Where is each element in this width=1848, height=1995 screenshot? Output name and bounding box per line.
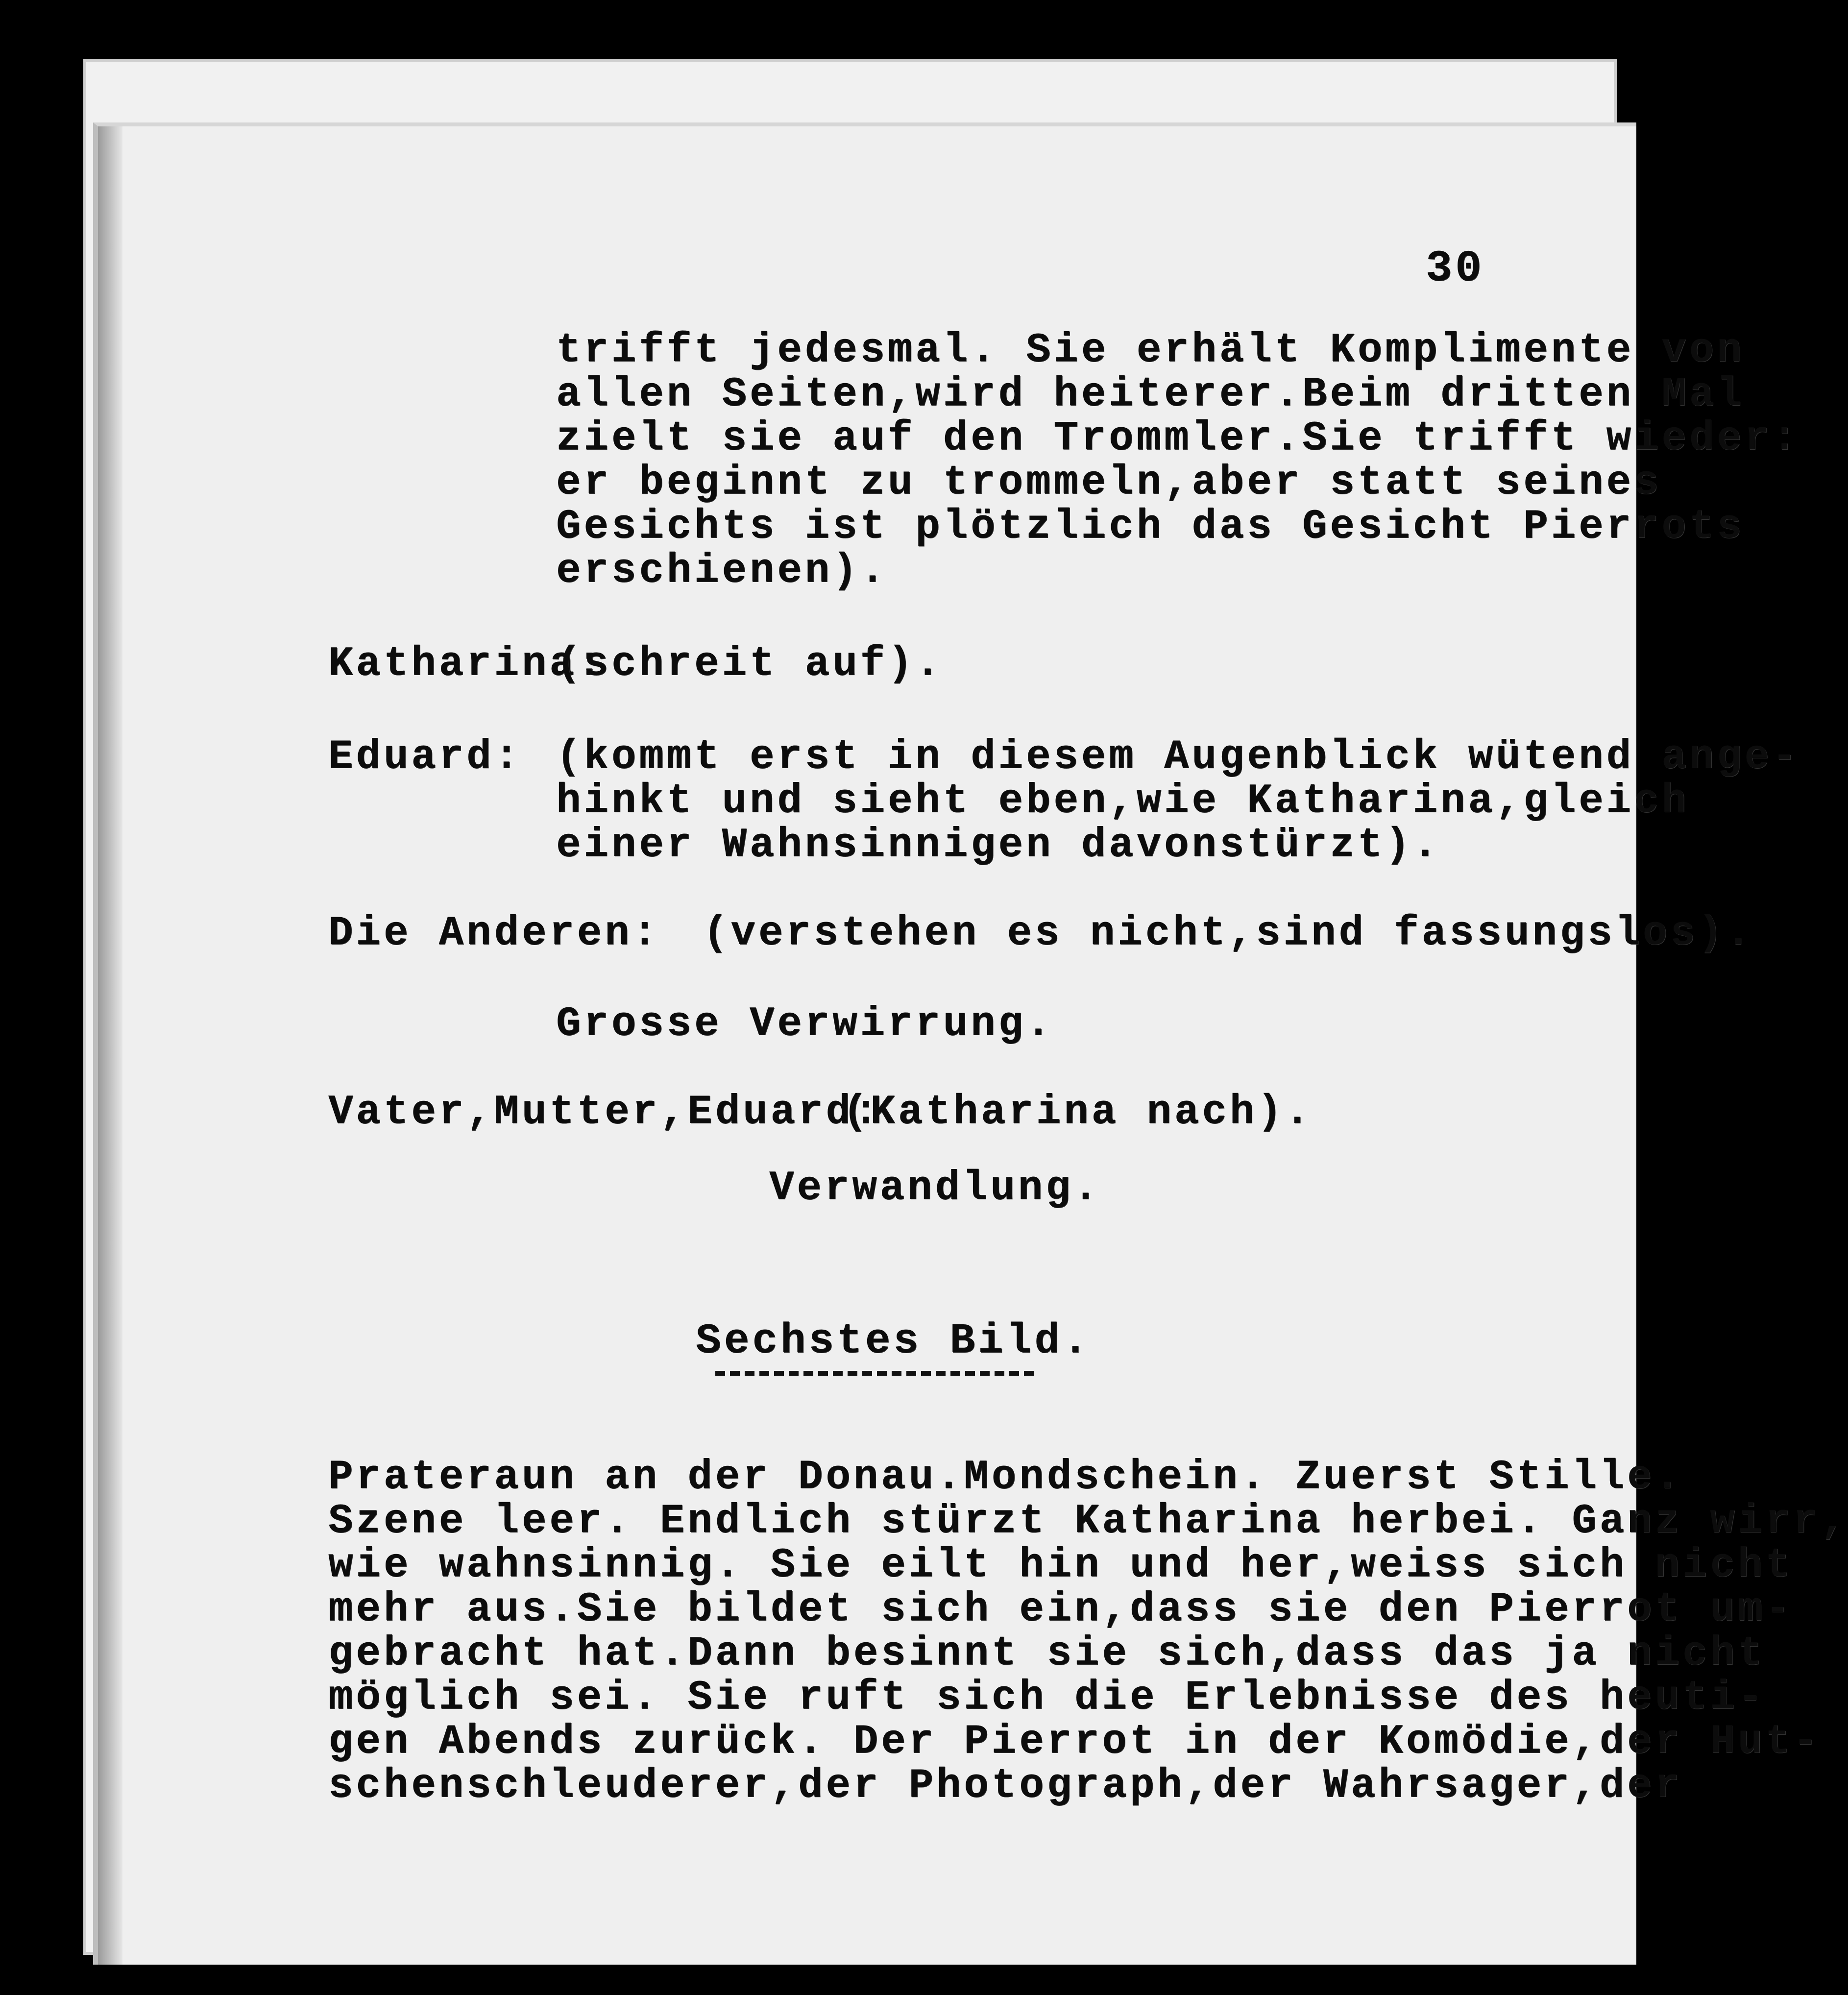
dialogue-line: (Katharina nach). xyxy=(843,1089,1313,1136)
dialogue-line: (schreit auf). xyxy=(556,641,943,687)
transformation-note: Verwandlung. xyxy=(769,1165,1101,1212)
description-line: möglich sei. Sie ruft sich die Erlebnisse des heuti- xyxy=(328,1675,1766,1721)
dialogue-line: (verstehen es nicht,sind fassungslos). xyxy=(703,910,1753,957)
description-line: Prateraun an der Donau.Mondschein. Zuerst Stille. xyxy=(328,1454,1683,1501)
paragraph-line: zielt sie auf den Trommler.Sie trifft wieder: xyxy=(556,415,1800,462)
description-line: wie wahnsinnig. Sie eilt hin und her,weiss sich nicht xyxy=(328,1542,1793,1589)
binding-edge xyxy=(98,126,122,1965)
speaker-katharina: Katharina: xyxy=(328,641,605,687)
dialogue-line: hinkt und sieht eben,wie Katharina,gleich xyxy=(556,778,1689,825)
dialogue-line: (kommt erst in diesem Augenblick wütend ange- xyxy=(556,734,1800,780)
description-line: gebracht hat.Dann besinnt sie sich,dass das ja nicht xyxy=(328,1630,1766,1677)
page-number: 30 xyxy=(1426,244,1485,294)
stage-direction: Grosse Verwirrung. xyxy=(556,1001,1054,1047)
paragraph-line: er beginnt zu trommeln,aber statt seines xyxy=(556,460,1662,506)
paragraph-line: trifft jedesmal. Sie erhält Komplimente von xyxy=(556,327,1745,374)
speaker-parents-eduard: Vater,Mutter,Eduard: xyxy=(328,1089,881,1136)
speaker-eduard: Eduard: xyxy=(328,734,522,780)
description-line: Szene leer. Endlich stürzt Katharina herbei. Ganz wirr, xyxy=(328,1498,1848,1545)
typescript-page xyxy=(93,122,1848,1965)
scene-heading: Sechstes Bild. xyxy=(696,1317,1091,1365)
paragraph-line: allen Seiten,wird heiterer.Beim dritten Mal xyxy=(556,371,1745,418)
description-line: gen Abends zurück. Der Pierrot in der Komödie,der Hut- xyxy=(328,1719,1821,1765)
dialogue-line: einer Wahnsinnigen davonstürzt). xyxy=(556,822,1441,869)
speaker-die-anderen: Die Anderen: xyxy=(328,910,660,957)
paragraph-line: erschienen). xyxy=(556,548,888,594)
heading-underline xyxy=(715,1371,1034,1381)
description-line: mehr aus.Sie bildet sich ein,dass sie den Pierrot um- xyxy=(328,1586,1793,1633)
description-line: schenschleuderer,der Photograph,der Wahrsager,der xyxy=(328,1763,1683,1809)
paragraph-line: Gesichts ist plötzlich das Gesicht Pierrots xyxy=(556,504,1745,550)
